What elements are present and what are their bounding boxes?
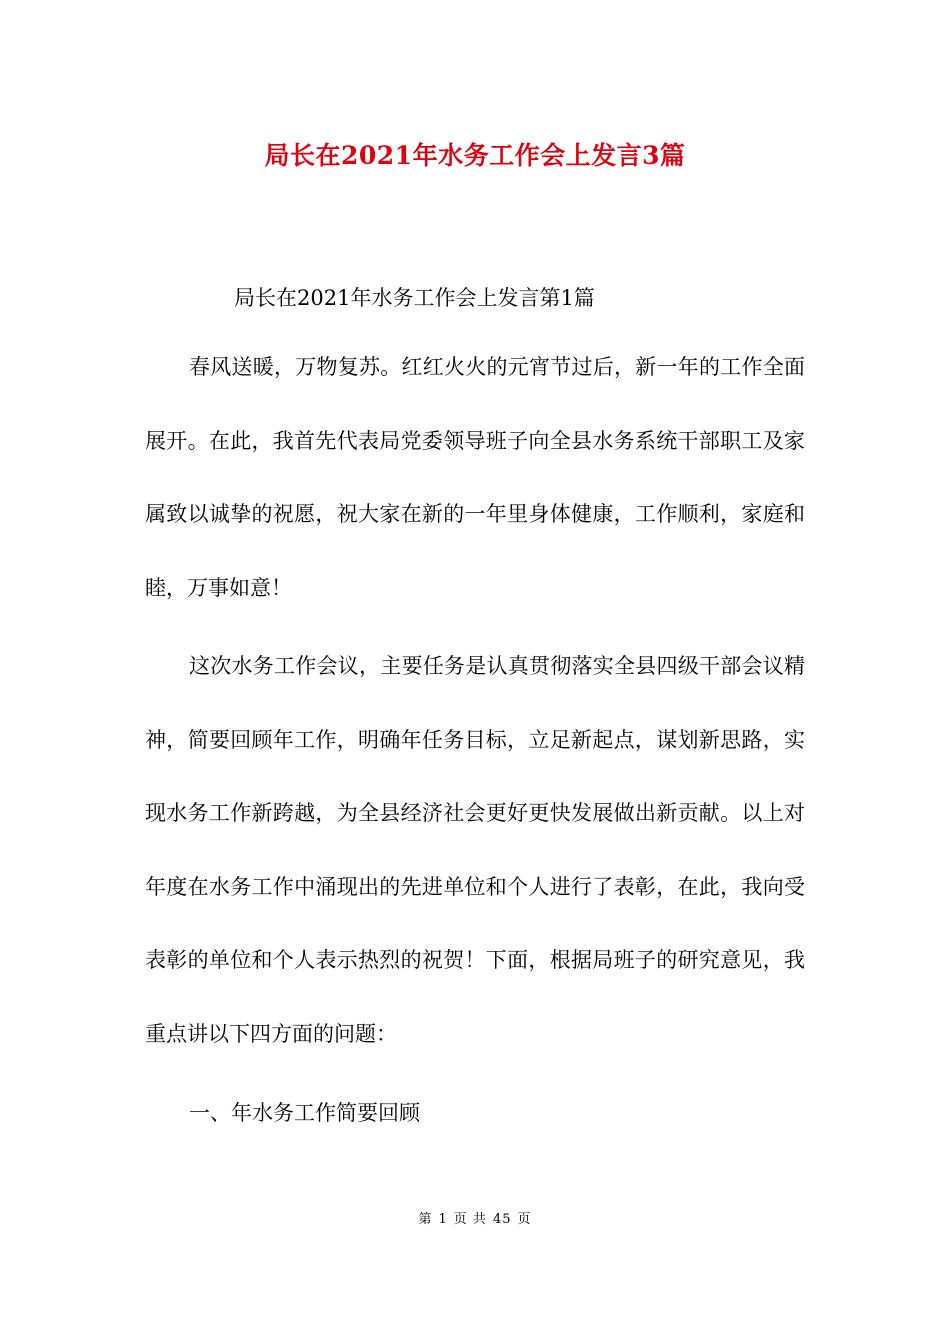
paragraph: 一、年水务工作简要回顾 xyxy=(189,1101,420,1125)
footer-prefix: 第 xyxy=(418,1212,433,1227)
document-title: 局长在2021年水务工作会上发言3篇 xyxy=(264,141,686,170)
footer-suffix: 页 xyxy=(517,1212,532,1227)
footer-current-page: 1 xyxy=(438,1212,448,1227)
section-heading: 局长在2021年水务工作会上发言第1篇 xyxy=(234,286,595,310)
footer-total-pages: 45 xyxy=(492,1212,512,1227)
paragraph: 这次水务工作会议，主要任务是认真贯彻落实全县四级干部会议精神，简要回顾年工作，明确年任务目标，立足新起点，谋划新思路，实现水务工作新跨越，为全县经济社会更好更快发展做出新贡献。以上对年度在水务工作中涌现出的先进单位和个人进行了表彰，在此，我向受表彰的单位和个人表示热烈的祝贺！下面，根据局班子的研究意见，我重点讲以下四方面的问题： xyxy=(145,654,805,1046)
page-footer xyxy=(0,1208,950,1227)
footer-middle: 页 共 xyxy=(453,1212,487,1227)
paragraph: 春风送暖，万物复苏。红红火火的元宵节过后，新一年的工作全面展开。在此，我首先代表局党委领导班子向全县水务系统干部职工及家属致以诚挚的祝愿，祝大家在新的一年里身体健康，工作顺利，家庭和睦，万事如意！ xyxy=(145,355,805,600)
